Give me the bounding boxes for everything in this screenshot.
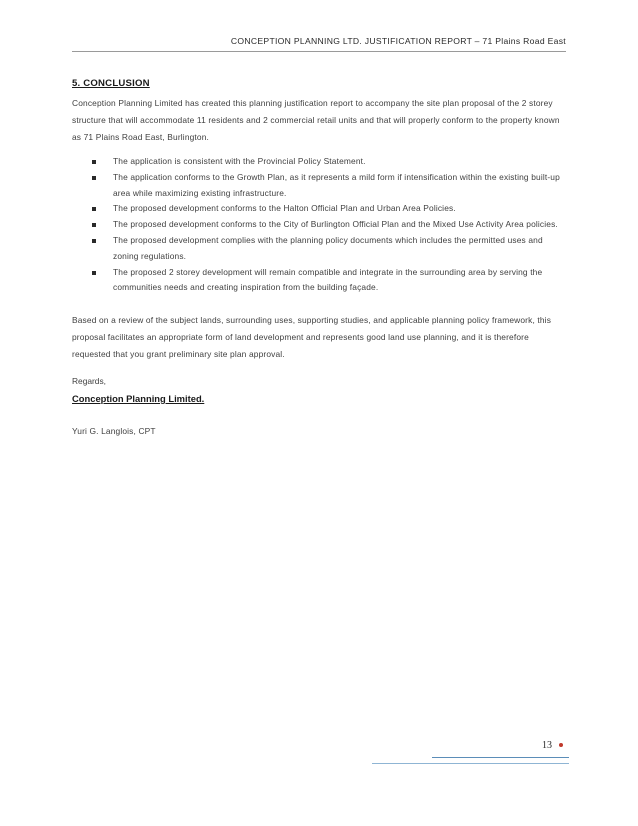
square-bullet-icon bbox=[92, 271, 96, 275]
page-number-dot-icon bbox=[559, 743, 563, 747]
bullet-item bbox=[92, 265, 566, 297]
page-header-title: CONCEPTION PLANNING LTD. JUSTIFICATION REPORT – 71 Plains Road East bbox=[230, 36, 566, 46]
company-name: Conception Planning Limited. bbox=[72, 393, 205, 404]
closing-paragraph: Based on a review of the subject lands, surrounding uses, supporting studies, and applicable planning policy framework, this proposal facilitates an appropriate form of land development and represents good land use planning, and it is therefore requested that you grant preliminary site plan approval. bbox=[72, 315, 552, 360]
square-bullet-icon bbox=[92, 207, 96, 211]
bullet-text: The proposed development conforms to the Halton Official Plan and Urban Area Policies. bbox=[113, 203, 456, 214]
bullet-item bbox=[92, 170, 566, 202]
bullet-text: The proposed development conforms to the City of Burlington Official Plan and the Mixed Use Activity Area policies. bbox=[113, 219, 558, 230]
bullet-text: The application conforms to the Growth Plan, as it represents a mild form if intensification within the existing built-up area while maximizing existing infrastructure. bbox=[113, 171, 560, 198]
section-heading: 5. CONCLUSION bbox=[72, 78, 150, 89]
bullet-item bbox=[92, 201, 566, 217]
page-number: 13 bbox=[542, 740, 552, 751]
bullet-item bbox=[92, 154, 566, 170]
signer-name: Yuri G. Langlois, CPT bbox=[72, 426, 156, 436]
bullet-item bbox=[92, 233, 566, 265]
bullet-text: The application is consistent with the Provincial Policy Statement. bbox=[113, 156, 366, 166]
bullet-text: The proposed development complies with the planning policy documents which includes the permitted uses and zoning regulations. bbox=[113, 234, 543, 261]
bullet-item bbox=[92, 217, 566, 233]
bullet-text: The proposed 2 storey development will remain compatible and integrate in the surrounding area by serving the communities needs and creating inspiration from the building façade. bbox=[113, 266, 543, 293]
regards-text: Regards, bbox=[72, 376, 106, 386]
conclusion-bullet-list bbox=[92, 154, 566, 296]
square-bullet-icon bbox=[92, 223, 96, 227]
footer-rule bbox=[432, 757, 569, 758]
square-bullet-icon bbox=[92, 239, 96, 243]
square-bullet-icon bbox=[92, 176, 96, 180]
intro-paragraph: Conception Planning Limited has created this planning justification report to accompany the site plan proposal of the 2 storey structure that will accommodate 11 residents and 2 commercial retail units and that will properly conform to the property known as 71 Plains Road East, Burlington. bbox=[72, 98, 560, 143]
footer-rule bbox=[372, 763, 569, 764]
header-divider bbox=[72, 51, 566, 52]
square-bullet-icon bbox=[92, 160, 96, 164]
